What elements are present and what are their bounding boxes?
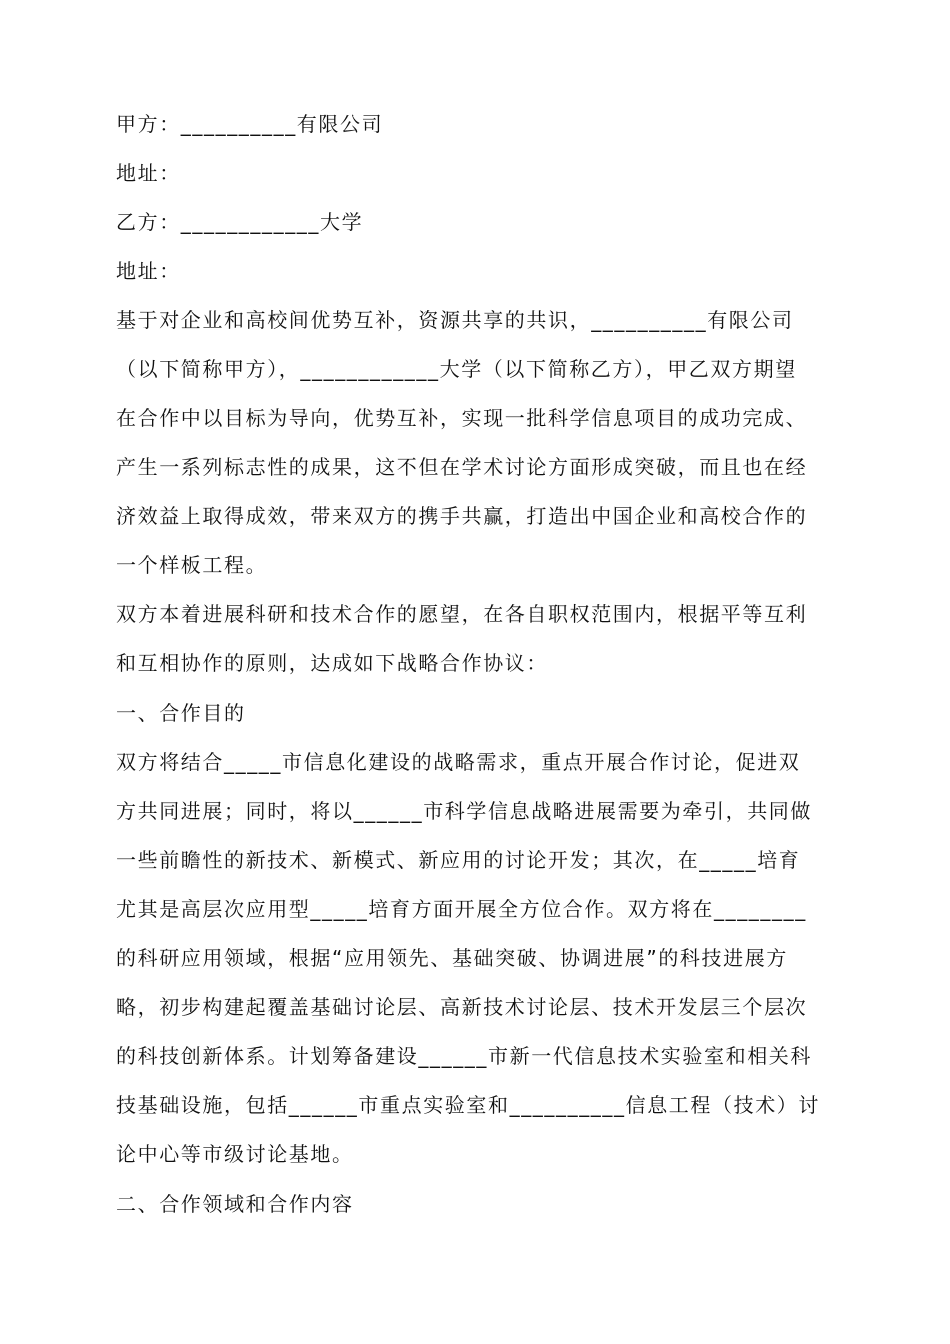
paragraph-line: 略，初步构建起覆盖基础讨论层、高新技术讨论层、技术开发层三个层次 xyxy=(116,995,808,1019)
paragraph-line: 论中心等市级讨论基地。 xyxy=(116,1142,354,1166)
section-heading: 一、合作目的 xyxy=(116,701,246,725)
paragraph-line: （以下简称甲方），____________大学（以下简称乙方），甲乙双方期望 xyxy=(116,357,797,381)
paragraph-line: 的科技创新体系。计划筹备建设______市新一代信息技术实验室和相关科 xyxy=(116,1044,812,1068)
paragraph-line: 一些前瞻性的新技术、新模式、新应用的讨论开发；其次，在_____培育 xyxy=(116,848,801,872)
paragraph-line: 产生一系列标志性的成果，这不但在学术讨论方面形成突破，而且也在经 xyxy=(116,455,808,479)
party-a-address-line: 地址： xyxy=(116,161,181,185)
section-heading: 二、合作领域和合作内容 xyxy=(116,1192,354,1216)
paragraph-line: 方共同进展；同时，将以______市科学信息战略进展需要为牵引，共同做 xyxy=(116,799,812,823)
paragraph-line: 和互相协作的原则，达成如下战略合作协议： xyxy=(116,651,548,675)
paragraph-line: 基于对企业和高校间优势互补，资源共享的共识，__________有限公司 xyxy=(116,308,794,332)
paragraph-line: 在合作中以目标为导向，优势互补，实现一批科学信息项目的成功完成、 xyxy=(116,406,808,430)
paragraph-line: 一个样板工程。 xyxy=(116,553,268,577)
paragraph-line: 的科研应用领域，根据“应用领先、基础突破、协调进展”的科技进展方 xyxy=(116,946,788,970)
paragraph-line: 济效益上取得成效，带来双方的携手共赢，打造出中国企业和高校合作的 xyxy=(116,504,808,528)
party-a-line: 甲方：__________有限公司 xyxy=(116,112,384,136)
paragraph-line: 双方本着进展科研和技术合作的愿望，在各自职权范围内，根据平等互利 xyxy=(116,602,808,626)
paragraph-line: 技基础设施，包括______市重点实验室和__________信息工程（技术）讨 xyxy=(116,1093,820,1117)
party-b-address-line: 地址： xyxy=(116,259,181,283)
document-page xyxy=(116,100,840,1229)
party-b-line: 乙方：____________大学 xyxy=(116,210,364,234)
paragraph-line: 双方将结合_____市信息化建设的战略需求，重点开展合作讨论，促进双 xyxy=(116,750,801,774)
paragraph-line: 尤其是高层次应用型_____培育方面开展全方位合作。双方将在________ xyxy=(116,897,807,921)
